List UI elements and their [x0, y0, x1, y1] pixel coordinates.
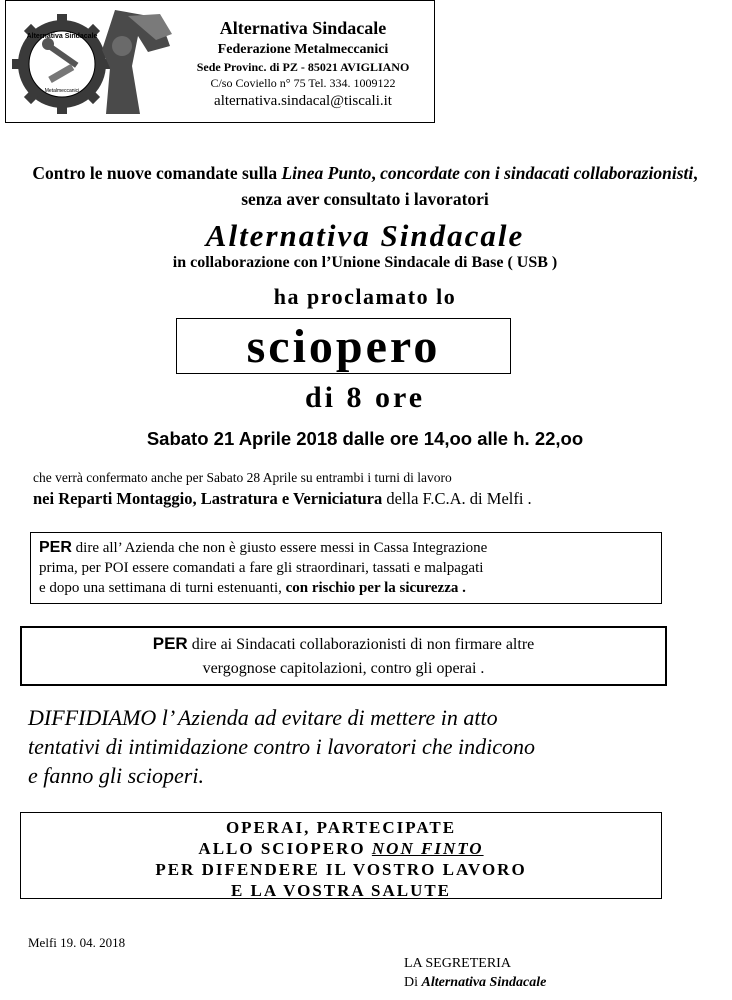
federation-name: Federazione Metalmeccanici — [217, 42, 389, 57]
cta-line-1: OPERAI, PARTECIPATE — [225, 818, 457, 837]
strike-title: sciopero — [176, 318, 511, 374]
strike-duration: di 8 ore — [304, 381, 426, 414]
place-and-date: Melfi 19. 04. 2018 — [28, 935, 126, 950]
proclaimed-line: ha proclamato lo — [273, 284, 457, 309]
email-address: alternativa.sindacal@tiscali.it — [214, 93, 392, 109]
signature-title: LA SEGRETERIA — [404, 956, 511, 971]
worker-figure-icon — [102, 10, 172, 114]
union-logo — [10, 6, 178, 118]
warning-paragraph: DIFFIDIAMO l’ Azienda ad evitare di mettere in atto tentativi di intimidazione contro i lavoratori che indicono e fanno gli scioperi. — [28, 705, 535, 788]
street-address: C/so Coviello n° 75 Tel. 334. 1009122 — [210, 76, 396, 90]
reason-box-unions — [20, 626, 667, 686]
cta-line-2: ALLO SCIOPERO NON FINTO — [198, 839, 484, 858]
departments-line: nei Reparti Montaggio, Lastratura e Verniciatura della F.C.A. di Melfi . — [33, 489, 532, 508]
cta-line-3: PER DIFENDERE IL VOSTRO LAVORO — [155, 860, 527, 879]
seat-address: Sede Provinc. di PZ - 85021 AVIGLIANO — [196, 60, 410, 74]
unions-line-2: vergognose capitolazioni, contro gli operai . — [202, 660, 485, 677]
logo-text-top: Alternativa Sindacale — [26, 33, 98, 40]
logo-text-bottom: Metalmeccanici — [44, 88, 80, 94]
letterhead-text — [178, 18, 428, 110]
call-to-action-box — [20, 812, 662, 899]
unions-line-1: PER dire ai Sindacati collaborazionisti di non firmare altre — [152, 634, 535, 653]
intro-paragraph: Contro le nuove comandate sulla Linea Punto, concordate con i sindacati collaborazionisti, senza aver consultato i lavoratori — [32, 163, 698, 209]
reason-box-company — [30, 532, 662, 604]
signature-org: Di Alternativa Sindacale — [404, 975, 547, 990]
cta-line-4: E LA VOSTRA SALUTE — [230, 881, 452, 900]
reason-line-3: e dopo una settimana di turni estenuanti, con rischio per la sicurezza . — [39, 580, 466, 596]
confirmation-line: che verrà confermato anche per Sabato 28 Aprile su entrambi i turni di lavoro — [33, 470, 452, 485]
brand-title: Alternativa Sindacale — [205, 218, 525, 253]
strike-date: Sabato 21 Aprile 2018 dalle ore 14,oo alle h. 22,oo — [146, 428, 584, 449]
gear-icon — [12, 14, 112, 114]
reason-line-2: prima, per POI essere comandati a fare gli straordinari, tassati e malpagati — [39, 560, 484, 576]
collaboration-line: in collaborazione con l’Unione Sindacale di Base ( USB ) — [172, 254, 558, 271]
org-name: Alternativa Sindacale — [219, 18, 387, 38]
reason-line-1: PER dire all’ Azienda che non è giusto essere messi in Cassa Integrazione — [39, 539, 488, 556]
